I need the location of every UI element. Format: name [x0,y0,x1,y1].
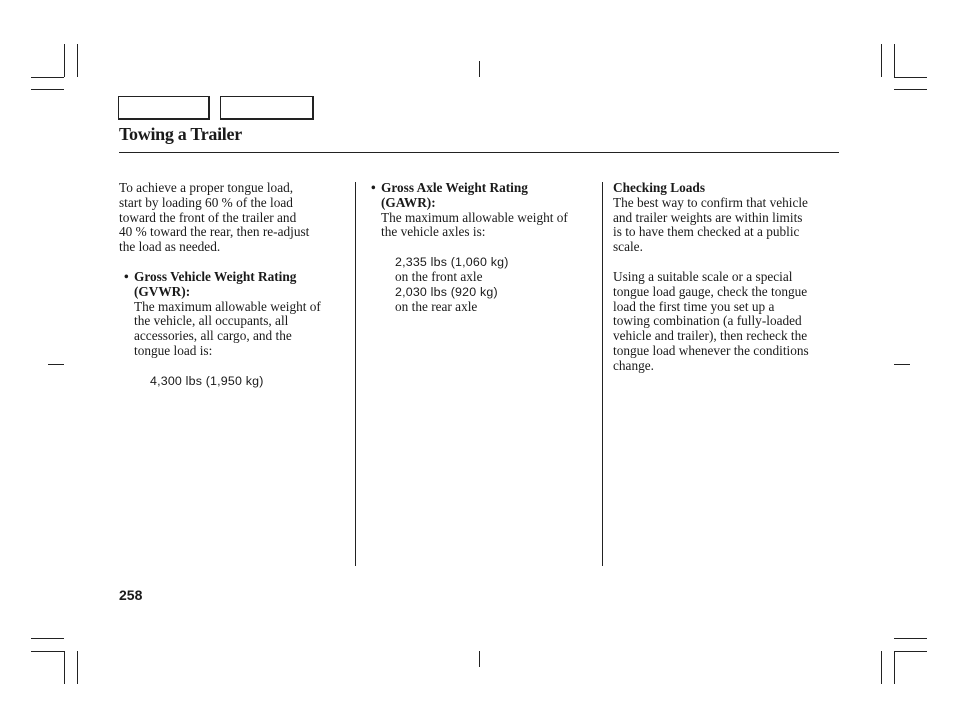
gvwr-heading: • Gross Vehicle Weight Rating (GVWR): [124,268,297,299]
page-number: 258 [119,587,143,603]
checking-loads-paragraph-1: The best way to confirm that vehicle and trailer weights are within limits is to have them checked at a public scale. [613,194,808,255]
checking-loads-heading: Checking Loads [613,180,705,195]
intro-paragraph: To achieve a proper tongue load, start by loading 60 % of the load toward the front of the trailer and 40 % toward the rear, then re-adjust the load as needed. [119,180,310,255]
gawr-description: The maximum allowable weight of the vehicle axles is: [381,209,568,240]
column-3 [613,181,843,374]
column-divider-1 [355,182,356,566]
front-axle-label: on the front axle [395,268,483,284]
checking-loads-paragraph-2: Using a suitable scale or a special tongue load gauge, check the tongue load the first time you set up a towing combination (a fully-loaded vehicle and trailer), then recheck the tongue load whenever the conditions change. [613,268,809,373]
column-1 [119,181,351,389]
front-axle-value: 2,335 lbs (1,060 kg) [395,255,509,270]
rear-axle-label: on the rear axle [395,298,478,314]
column-2 [366,181,598,314]
gawr-heading: • Gross Axle Weight Rating (GAWR): [371,180,528,210]
header-tab-box-2 [220,96,314,120]
header-tab-box-1 [118,96,210,120]
column-divider-2 [602,182,603,566]
bullet-marker: • [371,180,376,195]
page-title: Towing a Trailer [119,124,242,144]
gvwr-description: The maximum allowable weight of the vehicle, all occupants, all accessories, all cargo, and the tongue load is: [134,298,321,358]
title-divider [119,152,839,153]
rear-axle-value: 2,030 lbs (920 kg) [395,284,498,299]
gvwr-value: 4,300 lbs (1,950 kg) [150,373,264,388]
bullet-marker: • [124,268,129,284]
